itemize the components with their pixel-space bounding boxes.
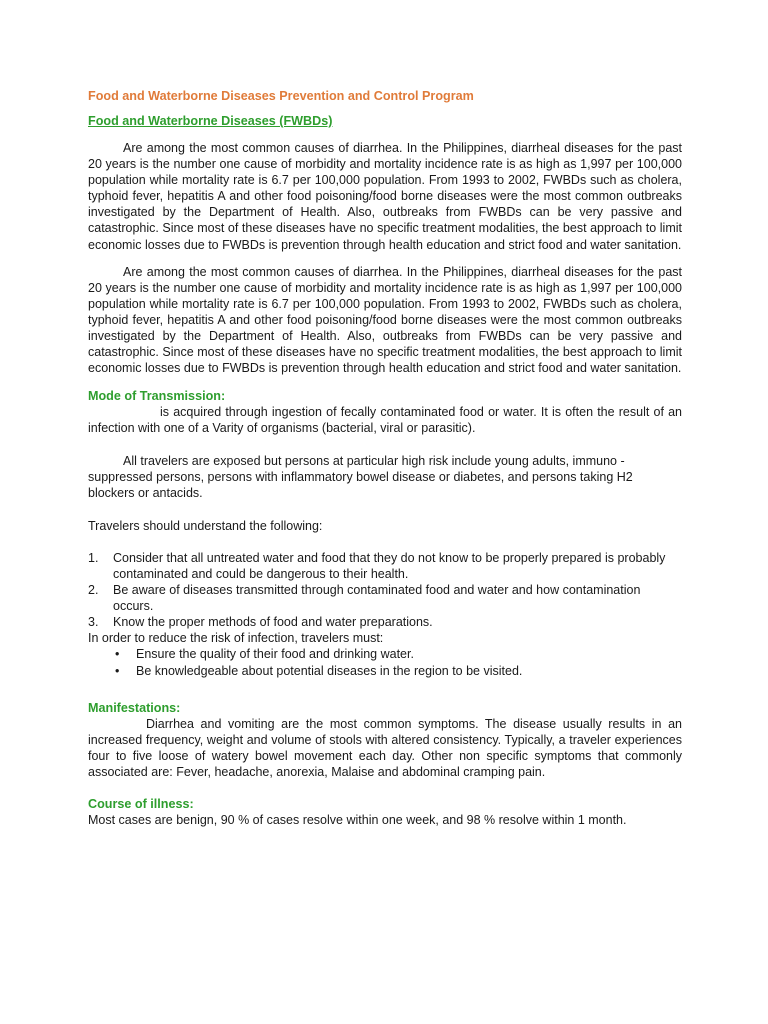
list-item — [88, 663, 682, 679]
list-item-number: 1. — [88, 550, 99, 565]
travelers-steps-list — [88, 550, 682, 630]
bullet-icon: • — [115, 663, 120, 678]
document-title: Food and Waterborne Diseases Prevention and Control Program — [88, 89, 474, 103]
list-item-text: Be knowledgeable about potential diseases in the region to be visited. — [136, 663, 523, 678]
document-page — [88, 88, 682, 828]
document-subtitle: Food and Waterborne Diseases (FWBDs) — [88, 114, 333, 128]
intro-paragraph-1: Are among the most common causes of diarrhea. In the Philippines, diarrheal diseases for the past 20 years is the number one cause of morbidity and mortality incidence rate is as high as 1,997 per 100,000 population while mortality rate is 6.7 per 100,000 population. From 1993 to 2002, FWBDs such as cholera, typhoid fever, hepatitis A and other food poisoning/food borne diseases were the most common outbreaks investigated by the Department of Health. Also, outbreaks from FWBDs can be very passive and catastrophic. Since most of these diseases have no specific treatment modalities, the best approach to limit economic losses due to FWBDs is prevention through health education and strict food and water sanitation. — [88, 141, 682, 252]
intro-paragraph-2: Are among the most common causes of diarrhea. In the Philippines, diarrheal diseases for the past 20 years is the number one cause of morbidity and mortality incidence rate is as high as 1,997 per 100,000 population while mortality rate is 6.7 per 100,000 population. From 1993 to 2002, FWBDs such as cholera, typhoid fever, hepatitis A and other food poisoning/food borne diseases were the most common outbreaks investigated by the Department of Health. Also, outbreaks from FWBDs can be very passive and catastrophic. Since most of these diseases have no specific treatment modalities, the best approach to limit economic losses due to FWBDs is prevention through health education and strict food and water sanitation. — [88, 264, 682, 376]
list-item-text: Be aware of diseases transmitted through contaminated food and water and how contamination occurs. — [113, 583, 641, 614]
list-item-text: Consider that all untreated water and food that they do not know to be properly prepared is probably contaminated and could be dangerous to their health. — [113, 550, 666, 581]
list-item-number: 3. — [88, 615, 99, 630]
list-item-text: Ensure the quality of their food and drinking water. — [136, 647, 414, 662]
transmission-paragraph-2: All travelers are exposed but persons at particular high risk include young adults, immuno -suppressed persons, persons with inflammatory bowel disease or diabetes, and persons taking H2 blockers or antacids. — [88, 453, 633, 500]
list-item — [88, 582, 682, 614]
transmission-heading: Mode of Transmission: — [88, 389, 226, 404]
list-item — [88, 614, 682, 630]
transmission-paragraph-1: is acquired through ingestion of fecally contaminated food or water. It is often the result of an infection with one of a Varity of organisms (bacterial, viral or parasitic). — [88, 405, 682, 436]
list-item — [88, 646, 682, 662]
course-heading: Course of illness: — [88, 797, 194, 811]
course-paragraph: Most cases are benign, 90 % of cases resolve within one week, and 98 % resolve within 1 month. — [88, 813, 627, 827]
reduce-risk-bullets — [88, 646, 682, 678]
manifestations-paragraph: Diarrhea and vomiting are the most common symptoms. The disease usually results in an increased frequency, weight and volume of stools with altered consistency. Typically, a traveler experiences four to five loose of watery bowel movement each day. Other non specific symptoms that commonly associated are: Fever, headache, anorexia, Malaise and abdominal cramping pain. — [88, 716, 682, 779]
list-item-number: 2. — [88, 583, 99, 598]
bullet-icon: • — [115, 647, 120, 662]
travelers-intro: Travelers should understand the following: — [88, 518, 323, 533]
reduce-risk-intro: In order to reduce the risk of infection, travelers must: — [88, 631, 384, 646]
list-item-text: Know the proper methods of food and water preparations. — [113, 615, 433, 630]
manifestations-heading: Manifestations: — [88, 700, 181, 715]
list-item — [88, 550, 682, 582]
